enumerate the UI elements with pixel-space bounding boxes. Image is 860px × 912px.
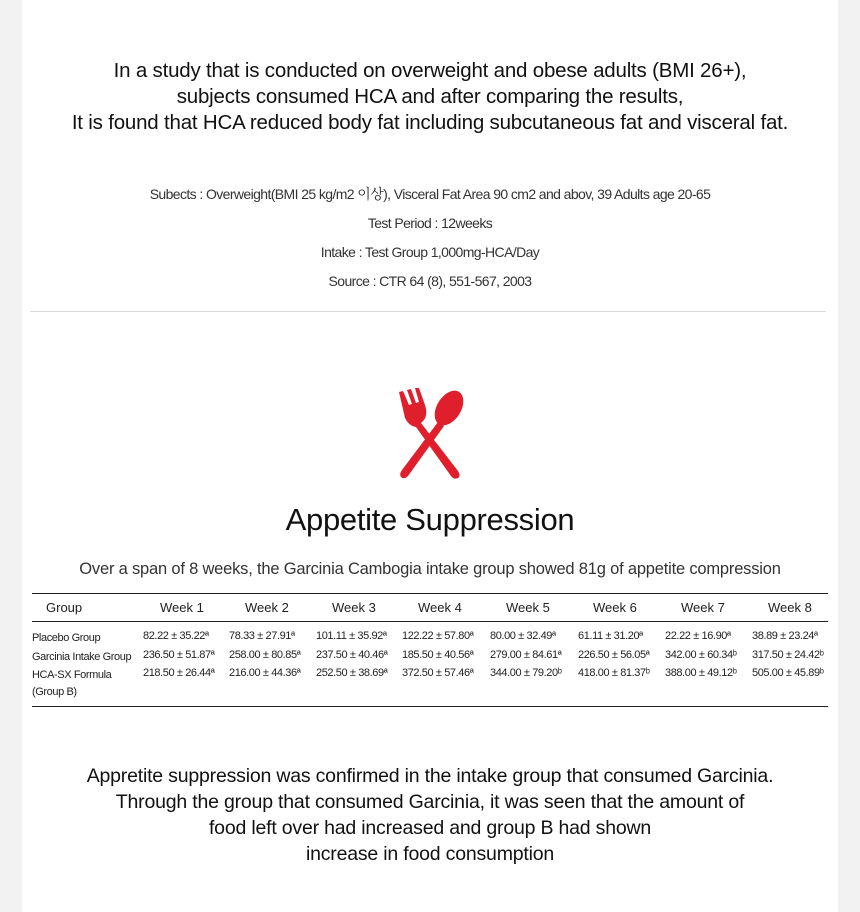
table-cell: 236.50 ± 51.87ª [143, 649, 215, 661]
table-cell: 122.22 ± 57.80ª [402, 630, 474, 642]
group-name: HCA-SX Formula [32, 669, 112, 681]
table-cell: 418.00 ± 81.37ᵇ [578, 667, 650, 679]
table-cell: 61.11 ± 31.20ª [578, 630, 643, 642]
table-cell: 218.50 ± 26.44ª [143, 667, 215, 679]
table-cell: 80.00 ± 32.49ª [490, 630, 556, 642]
section-subtitle: Over a span of 8 weeks, the Garcinia Cambogia intake group showed 81g of appetite compression [79, 560, 781, 578]
table-cell: 82.22 ± 35.22ª [143, 630, 209, 642]
row-group-label [32, 630, 100, 647]
table-header [32, 594, 828, 622]
conclusion-line: increase in food consumption [305, 843, 555, 865]
group-name: Placebo Group [32, 632, 101, 644]
header-week-5: Week 5 [506, 600, 550, 615]
header-week-7: Week 7 [681, 600, 725, 615]
table-cell: 226.50 ± 56.05ª [578, 649, 650, 661]
conclusion-line: Appretite suppression was confirmed in the intake group that consumed Garcinia. [86, 765, 774, 787]
header-week-8: Week 8 [768, 600, 812, 615]
intro-text [22, 58, 838, 136]
row-group-label [32, 667, 111, 701]
intro-line: It is found that HCA reduced body fat including subcutaneous fat and visceral fat. [71, 111, 789, 134]
table-cell: 185.50 ± 40.56ª [402, 649, 474, 661]
fork-and-spoon-icon [394, 388, 470, 480]
table-cell: 101.11 ± 35.92ª [316, 630, 387, 642]
table-cell: 317.50 ± 24.42ᵇ [752, 649, 824, 661]
study-meta [22, 180, 838, 296]
study-source: Source : CTR 64 (8), 551-567, 2003 [328, 273, 532, 289]
table-cell: 388.00 ± 49.12ᵇ [665, 667, 737, 679]
header-week-4: Week 4 [418, 600, 462, 615]
header-week-3: Week 3 [332, 600, 376, 615]
table-cell: 505.00 ± 45.89ᵇ [752, 667, 824, 679]
results-table [32, 593, 828, 707]
row-group-label [32, 649, 131, 666]
section-divider [30, 311, 826, 312]
intro-line: subjects consumed HCA and after comparing the results, [176, 85, 684, 108]
table-cell: 252.50 ± 38.69ª [316, 667, 388, 679]
page [22, 0, 838, 912]
header-group: Group [46, 600, 83, 615]
table-cell: 279.00 ± 84.61ª [490, 649, 562, 661]
study-subjects: Subects : Overweight(BMI 25 kg/m2 이상), Visceral Fat Area 90 cm2 and abov, 39 Adults age 20-65 [149, 186, 711, 202]
table-cell: 22.22 ± 16.90ª [665, 630, 731, 642]
table-cell: 38.89 ± 23.24ª [752, 630, 818, 642]
table-cell: 342.00 ± 60.34ᵇ [665, 649, 737, 661]
table-cell: 216.00 ± 44.36ª [229, 667, 301, 679]
group-name: Garcinia Intake Group [32, 651, 132, 663]
study-period: Test Period : 12weeks [367, 215, 493, 231]
conclusion-line: food left over had increased and group B had shown [208, 817, 652, 839]
section-title: Appetite Suppression [285, 502, 575, 537]
table-cell: 372.50 ± 57.46ª [402, 667, 474, 679]
conclusion-text [22, 763, 838, 867]
conclusion-line: Through the group that consumed Garcinia, it was seen that the amount of [115, 791, 745, 813]
intro-line: In a study that is conducted on overweight and obese adults (BMI 26+), [113, 59, 747, 82]
header-week-6: Week 6 [593, 600, 637, 615]
table-cell: 78.33 ± 27.91ª [229, 630, 295, 642]
group-name-subtitle: (Group B) [32, 686, 77, 698]
header-week-2: Week 2 [245, 600, 289, 615]
table-cell: 344.00 ± 79.20ᵇ [490, 667, 562, 679]
header-week-1: Week 1 [160, 600, 204, 615]
table-cell: 237.50 ± 40.46ª [316, 649, 388, 661]
table-cell: 258.00 ± 80.85ª [229, 649, 301, 661]
study-intake: Intake : Test Group 1,000mg-HCA/Day [320, 244, 540, 260]
